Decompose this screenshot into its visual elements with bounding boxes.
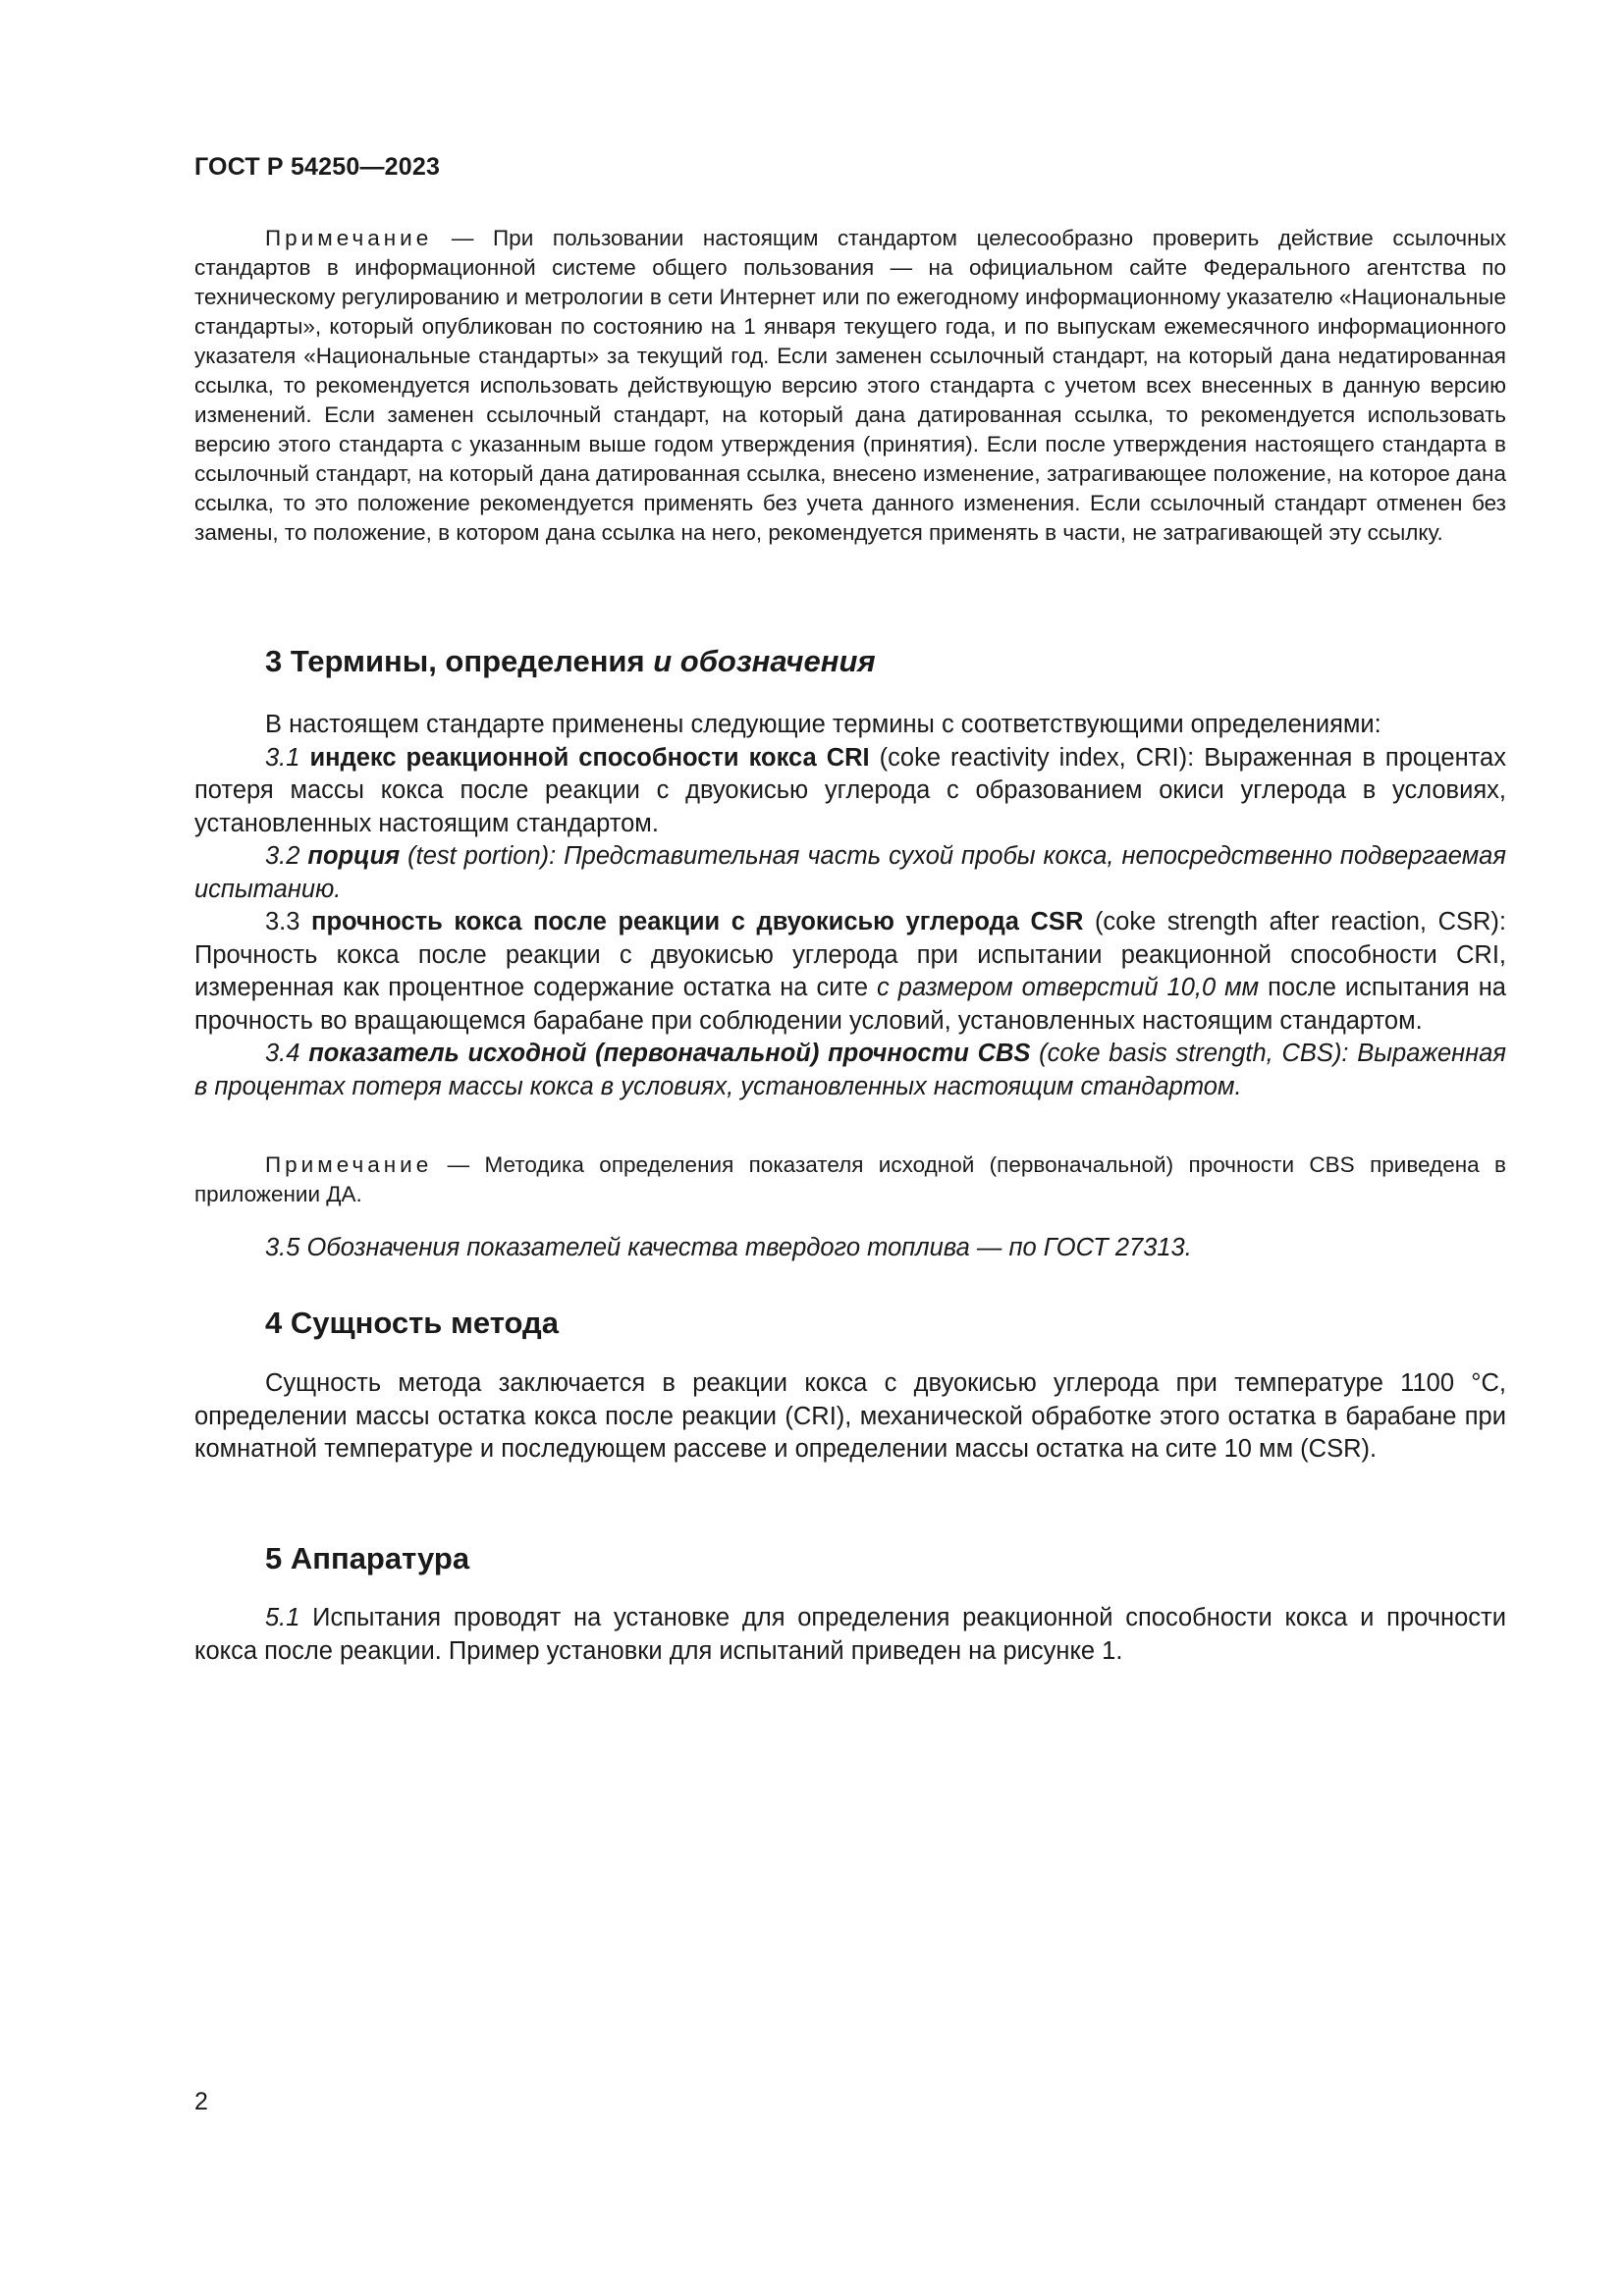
- section-3-intro: В настоящем стандарте применены следующие термины с соответствующими определениями:: [265, 711, 1381, 738]
- term-3-4: 3.4 показатель исходной (первоначальной) прочности CBS (coke basis strength, CBS): Выраженная в процентах потеря массы кокса в условиях, установленных настоящим стандартом.: [194, 1040, 1506, 1100]
- section-4-heading: 4 Сущность метода: [265, 1306, 559, 1340]
- term-3-1: 3.1 индекс реакционной способности кокса CRI (coke reactivity index, CRI): Выраженная в процентах потеря массы кокса после реакции с двуокисью углерода с образованием окиси углерода в условиях, установленных настоящим стандартом.: [194, 743, 1506, 837]
- reference-note: [194, 224, 1506, 548]
- section-3-body: [194, 709, 1506, 1103]
- section-5-body: 5.1 Испытания проводят на установке для определения реакционной способности кокса и прочности кокса после реакции. Пример установки для испытаний приведен на рисунке 1.: [194, 1604, 1506, 1665]
- section-5-heading: 5 Аппаратура: [265, 1541, 470, 1575]
- page-number: 2: [194, 2088, 208, 2115]
- section-3-heading: 3 Термины, определения и обозначения: [265, 644, 876, 678]
- document-header: ГОСТ Р 54250—2023: [194, 153, 441, 181]
- term-3-5: 3.5 Обозначения показателей качества твердого топлива — по ГОСТ 27313.: [265, 1234, 1192, 1261]
- note-text: — При пользовании настоящим стандартом целесообразно проверить действие ссылочных стандартов в информационной системе общего пользования — на официальном сайте Федерального агентства по техническому регулированию и метрологии в сети Интернет или по ежегодному информационному указателю «Национальные стандарты», который опубликован по состоянию на 1 января текущего года, и по выпускам ежемесячного информационного указателя «Национальные стандарты» за текущий год. Если заменен ссылочный стандарт, на который дана недатированная ссылка, то рекомендуется использовать действующую версию этого стандарта с учетом всех внесенных в данную версию изменений. Если заменен ссылочный стандарт, на который дана датированная ссылка, то рекомендуется использовать версию этого стандарта с указанным выше годом утверждения (принятия). Если после утверждения настоящего стандарта в ссылочный стандарт, на который дана датированная ссылка, внесено изменение, затрагивающее положение, на которое дана ссылка, то это положение рекомендуется применять без учета данного изменения. Если ссылочный стандарт отменен без замены, то положение, в котором дана ссылка на него, рекомендуется применять в части, не затрагивающей эту ссылку.: [194, 226, 1506, 545]
- section-4-body: Сущность метода заключается в реакции кокса с двуокисью углерода при температуре 1100 °С, определении массы остатка кокса после реакции (CRI), механической обработке этого остатка в барабане при комнатной температуре и последующем рассеве и определении массы остатка на сите 10 мм (CSR).: [194, 1369, 1506, 1463]
- term-3-3: 3.3 прочность кокса после реакции с двуокисью углерода CSR (coke strength after reaction, CSR): Прочность кокса после реакции с двуокисью углерода при испытании реакционной способности CRI, измеренная как процентное содержание остатка на сите с размером отверстий 10,0 мм после испытания на прочность во вращающемся барабане при соблюдении условий, установленных настоящим стандартом.: [194, 908, 1506, 1035]
- term-3-2: 3.2 порция (test portion): Представительная часть сухой пробы кокса, непосредственно подвергаемая испытанию.: [194, 842, 1506, 903]
- note-label: Примечание: [265, 226, 433, 250]
- cbs-note: Примечание — Методика определения показателя исходной (первоначальной) прочности CBS приведена в приложении ДА.: [194, 1152, 1506, 1206]
